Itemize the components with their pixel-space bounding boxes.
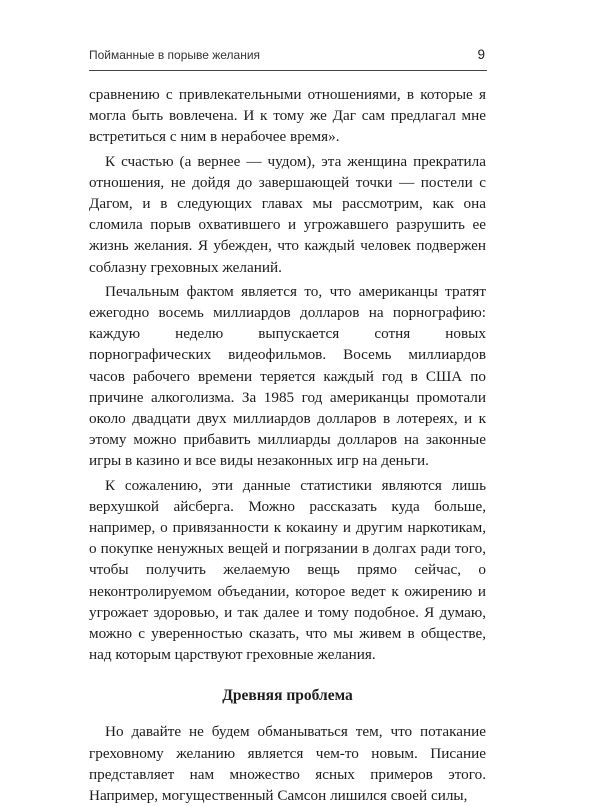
running-title: Пойманные в порыве желания xyxy=(89,48,261,62)
paragraph: Печальным фактом является то, что американцы тратят ежегодно восемь миллиардов долларов на порнографию: каждую неделю выпускается сотня новых порнографических видеофильмов. Восемь миллиардов часов рабочего времени теряется каждый год в США по причине алкоголизма. За 1985 год американцы промотали около двадцати двух миллиардов долларов в лотереях, и к этому можно прибавить миллиарды долларов на законные игры в казино и все виды незаконных игр на деньги. xyxy=(89,282,486,470)
paragraph: К счастью (а вернее — чудом), эта женщина прекратила отношения, не дойдя до завершающей точки — постели с Дагом, и в следующих главах мы рассмотрим, как она сломила порыв охватившего и угрожавшего разрушить ее жизнь желания. Я убежден, что каждый человек подвержен соблазну греховных желаний. xyxy=(89,152,486,276)
section-heading: Древняя проблема xyxy=(222,687,353,705)
paragraph: Но давайте не будем обманываться тем, что потакание греховному желанию является чем-то новым. Писание представляет нам множество ясных примеров этого. Например, могущественный Самсон лишился своей силы, xyxy=(89,723,486,805)
page-header xyxy=(89,44,487,71)
page-number: 9 xyxy=(477,47,485,62)
paragraph: сравнению с привлекательными отношениями, в которые я могла быть вовлечена. И к тому же Даг сам предлагал мне встретиться с ним в нерабочее время». xyxy=(89,86,486,146)
paragraph: К сожалению, эти данные статистики являются лишь верхушкой айсберга. Можно рассказать куда больше, например, о привязанности к кокаину и другим наркотикам, о покупке ненужных вещей и погрязании в долгах ради того, чтобы получить желаемую вещь прямо сейчас, о неконтролируемом объедании, которое ведет к ожирению и угрожает здоровью, и так далее и тому подобное. Я думаю, можно с уверенностью сказать, что мы живем в обществе, над которым царствуют греховные желания. xyxy=(89,476,486,664)
body-text xyxy=(89,84,486,806)
